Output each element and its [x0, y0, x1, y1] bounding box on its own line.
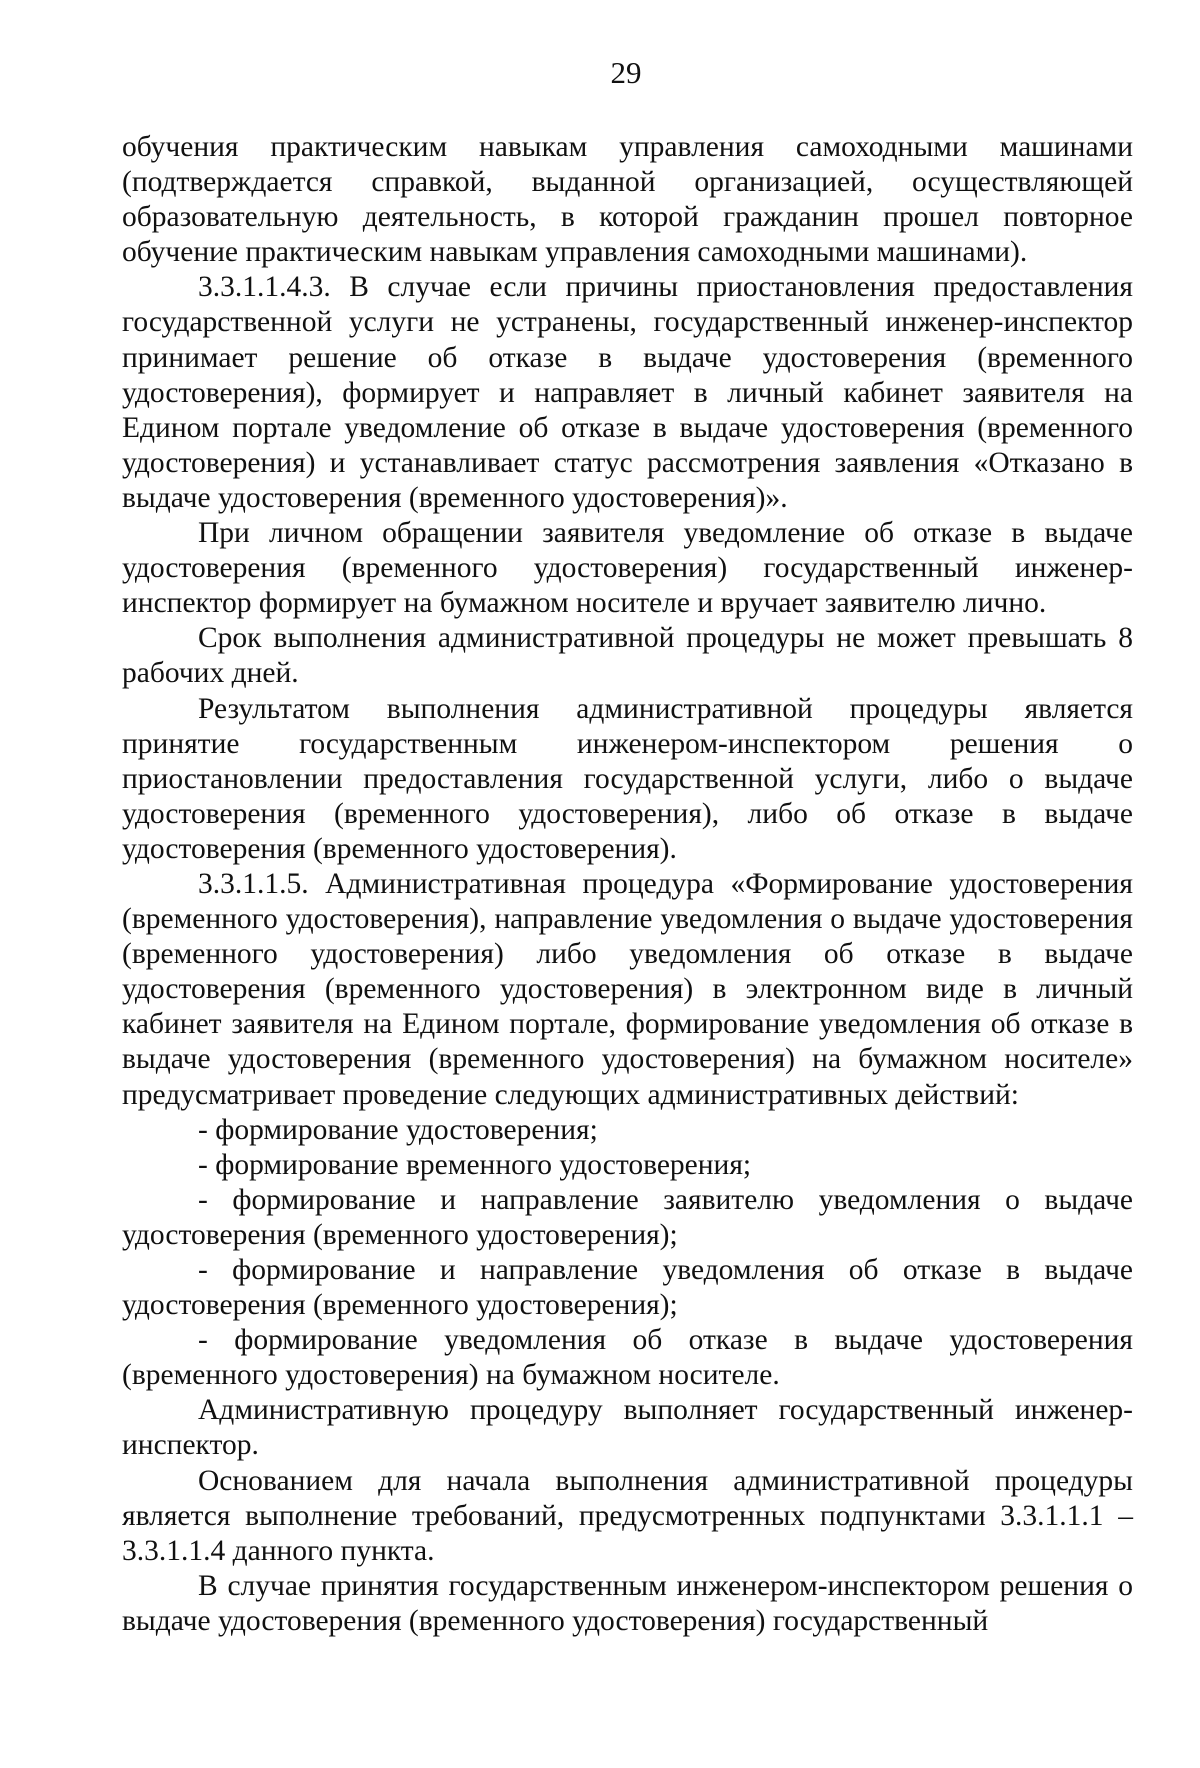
paragraph-basis: Основанием для начала выполнения административной процедуры является выполнение требований, предусмотренных подпунктами 3.3.1.1.1 – 3.3.1.1.4 данного пункта. [122, 1464, 1133, 1567]
paragraph-executor: Административную процедуру выполняет государственный инженер-инспектор. [122, 1394, 1133, 1462]
list-item-action-1: - формирование удостоверения; [198, 1113, 598, 1146]
paragraph-result: Результатом выполнения административной процедуры является принятие государственным инженером-инспектором решения о приостановлении предоставления государственной услуги, либо о выдаче удостоверения (временного удостоверения), либо об отказе в выдаче удостоверения (временного удостоверения). [122, 692, 1133, 865]
paragraph-decision: В случае принятия государственным инженером-инспектором решения о выдаче удостоверения (временного удостоверения) государственный [122, 1569, 1133, 1637]
list-item-action-3: - формирование и направление заявителю уведомления о выдаче удостоверения (временного удостоверения); [122, 1183, 1133, 1251]
paragraph-clause-3-3-1-1-4-3: 3.3.1.1.4.3. В случае если причины приостановления предоставления государственной услуги не устранены, государственный инженер-инспектор принимает решение об отказе в выдаче удостоверения (временного удостоверения), формирует и направляет в личный кабинет заявителя на Едином портале уведомление об отказе в выдаче удостоверения (временного удостоверения) и устанавливает статус рассмотрения заявления «Отказано в выдаче удостоверения (временного удостоверения)». [122, 271, 1133, 514]
list-item-action-5: - формирование уведомления об отказе в выдаче удостоверения (временного удостоверения) на бумажном носителе. [122, 1324, 1133, 1392]
list-item-action-4: - формирование и направление уведомления об отказе в выдаче удостоверения (временного удостоверения); [122, 1254, 1133, 1322]
paragraph-continuation: обучения практическим навыкам управления самоходными машинами (подтверждается справкой, выданной организацией, осуществляющей образовательную деятельность, в которой гражданин прошел повторное обучение практическим навыкам управления самоходными машинами). [122, 131, 1133, 269]
list-item-action-2: - формирование временного удостоверения; [198, 1148, 752, 1181]
paragraph-clause-3-3-1-1-5: 3.3.1.1.5. Административная процедура «Формирование удостоверения (временного удостоверения), направление уведомления о выдаче удостоверения (временного удостоверения) либо уведомления об отказе в выдаче удостоверения (временного удостоверения) в электронном виде в личный кабинет заявителя на Едином портале, формирование уведомления об отказе в выдаче удостоверения (временного удостоверения) на бумажном носителе» предусматривает проведение следующих административных действий: [122, 867, 1133, 1111]
document-body [122, 130, 1133, 1639]
paragraph-deadline: Срок выполнения административной процедуры не может превышать 8 рабочих дней. [122, 622, 1133, 690]
paragraph-personal-appeal: При личном обращении заявителя уведомление об отказе в выдаче удостоверения (временного удостоверения) государственный инженер-инспектор формирует на бумажном носителе и вручает заявителю лично. [122, 517, 1133, 620]
page-number: 29 [610, 55, 642, 90]
